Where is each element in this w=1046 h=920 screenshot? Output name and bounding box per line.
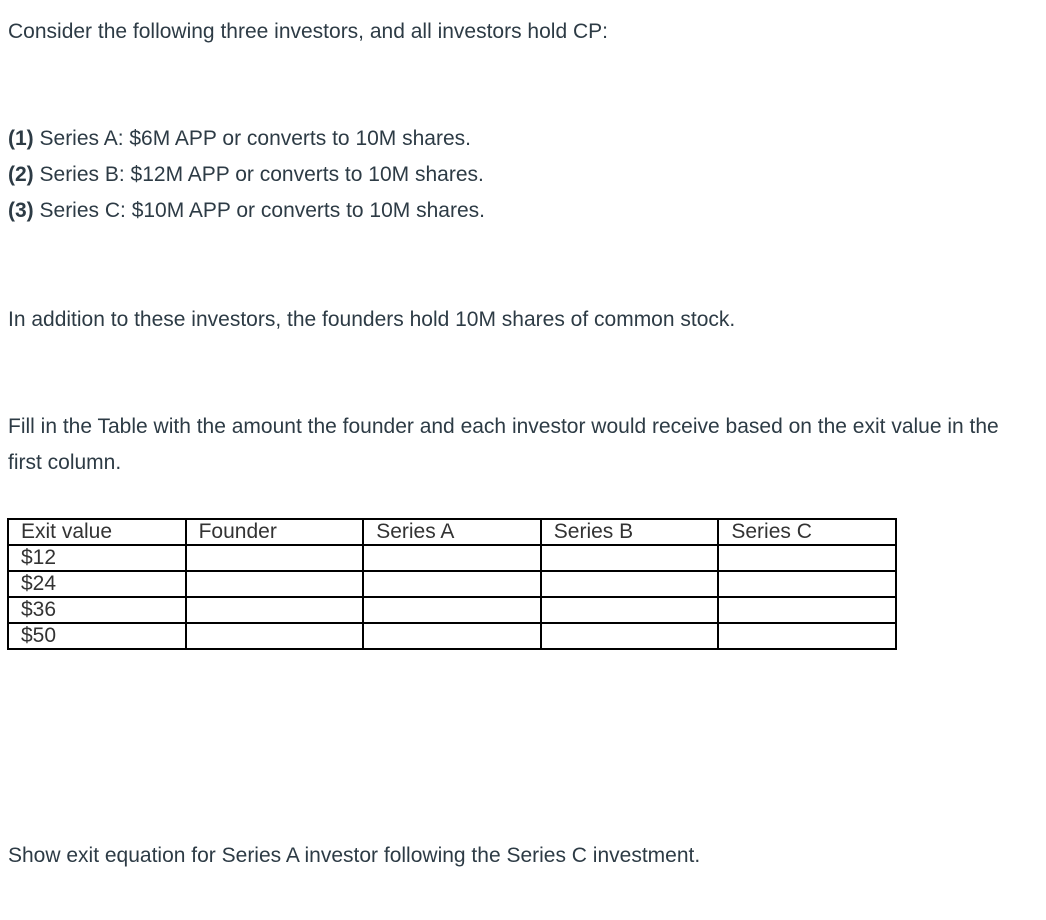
header-series-b: Series B — [541, 519, 719, 545]
investor-line-2 — [8, 157, 484, 193]
series-c-cell[interactable] — [718, 597, 896, 623]
series-b-cell[interactable] — [541, 571, 719, 597]
table-row — [8, 597, 896, 623]
series-b-cell[interactable] — [541, 545, 719, 571]
series-a-cell[interactable] — [363, 597, 541, 623]
exit-value-cell: $24 — [8, 571, 186, 597]
table-row — [8, 545, 896, 571]
series-a-cell[interactable] — [363, 571, 541, 597]
exit-value-cell: $12 — [8, 545, 186, 571]
founder-cell[interactable] — [186, 623, 364, 649]
table-row — [8, 571, 896, 597]
intro-text: Consider the following three investors, and all investors hold CP: — [8, 20, 608, 43]
founder-cell[interactable] — [186, 545, 364, 571]
founder-cell[interactable] — [186, 571, 364, 597]
series-b-cell[interactable] — [541, 597, 719, 623]
investor-text: Series A: $6M APP or converts to 10M shares. — [33, 127, 471, 150]
table-row — [8, 623, 896, 649]
header-series-a: Series A — [363, 519, 541, 545]
founders-note: In addition to these investors, the founders hold 10M shares of common stock. — [8, 308, 736, 331]
header-series-c: Series C — [718, 519, 896, 545]
header-exit-value: Exit value — [8, 519, 186, 545]
investor-text: Series B: $12M APP or converts to 10M shares. — [33, 163, 484, 186]
investor-number: (2) — [8, 163, 34, 186]
investor-number: (3) — [8, 199, 34, 222]
series-a-cell[interactable] — [363, 545, 541, 571]
investor-line-1 — [8, 121, 471, 157]
series-a-cell[interactable] — [363, 623, 541, 649]
investor-line-3 — [8, 193, 485, 229]
exit-value-cell: $36 — [8, 597, 186, 623]
founder-cell[interactable] — [186, 597, 364, 623]
table-header-row — [8, 519, 896, 545]
exit-table — [7, 518, 897, 650]
series-c-cell[interactable] — [718, 545, 896, 571]
exit-value-cell: $50 — [8, 623, 186, 649]
header-founder: Founder — [186, 519, 364, 545]
exit-equation-question: Show exit equation for Series A investor following the Series C investment. — [8, 844, 701, 867]
table-instruction: Fill in the Table with the amount the founder and each investor would receive based on the exit value in the first column. — [8, 415, 999, 474]
investor-text: Series C: $10M APP or converts to 10M shares. — [33, 199, 485, 222]
series-c-cell[interactable] — [718, 571, 896, 597]
series-b-cell[interactable] — [541, 623, 719, 649]
investor-number: (1) — [8, 127, 34, 150]
series-c-cell[interactable] — [718, 623, 896, 649]
